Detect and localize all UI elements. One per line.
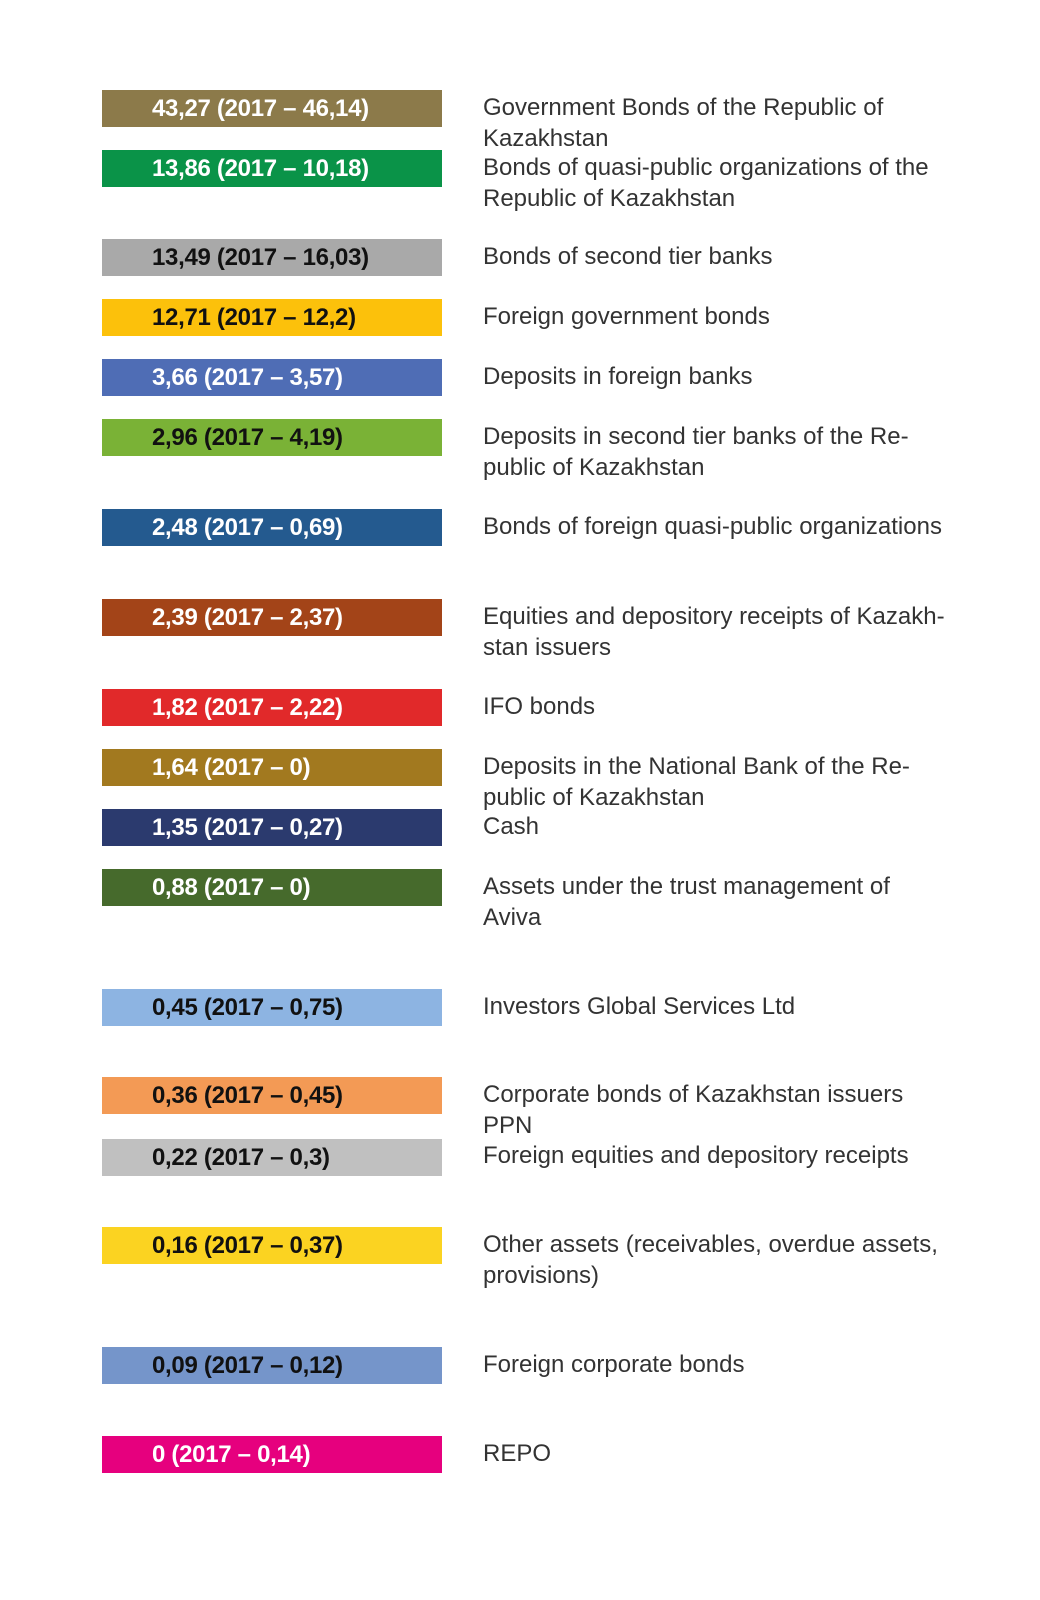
legend-description: Bonds of foreign quasi-public organizations (483, 513, 942, 540)
legend-value-bar: 1,82 (2017 – 2,22) (102, 689, 442, 726)
legend-value-bar: 0,36 (2017 – 0,45) (102, 1077, 442, 1114)
legend-value-bar: 0,88 (2017 – 0) (102, 869, 442, 906)
legend-description: Foreign government bonds (483, 303, 770, 330)
legend-description: Investors Global Services Ltd (483, 993, 796, 1020)
legend-value-bar: 13,86 (2017 – 10,18) (102, 150, 442, 187)
legend-value-bar: 2,96 (2017 – 4,19) (102, 419, 442, 456)
legend-description: REPO (483, 1440, 552, 1467)
legend-value-bar: 1,64 (2017 – 0) (102, 749, 442, 786)
legend-value-bar: 43,27 (2017 – 46,14) (102, 90, 442, 127)
legend-description: Bonds of quasi-public organizations of the Republic of Kazakhstan (483, 154, 929, 212)
legend-description: Deposits in the National Bank of the Re- public of Kazakhstan (483, 753, 910, 811)
legend-description: Foreign equities and depository receipts (483, 1142, 909, 1169)
legend-description: Cash (483, 813, 540, 840)
legend-description: Equities and depository receipts of Kazakh- stan issuers (483, 603, 945, 661)
legend-description: IFO bonds (483, 693, 596, 720)
legend-value-bar: 1,35 (2017 – 0,27) (102, 809, 442, 846)
legend-description: Government Bonds of the Republic of Kazakhstan (483, 94, 884, 152)
legend-description: Deposits in second tier banks of the Re- public of Kazakhstan (483, 423, 909, 481)
legend-description: Bonds of second tier banks (483, 243, 773, 270)
legend-value-bar: 13,49 (2017 – 16,03) (102, 239, 442, 276)
legend-value-bar: 2,39 (2017 – 2,37) (102, 599, 442, 636)
legend-value-bar: 0,09 (2017 – 0,12) (102, 1347, 442, 1384)
legend-value-bar: 2,48 (2017 – 0,69) (102, 509, 442, 546)
legend-value-bar: 0 (2017 – 0,14) (102, 1436, 442, 1473)
legend-value-bar: 0,16 (2017 – 0,37) (102, 1227, 442, 1264)
legend-description: Corporate bonds of Kazakhstan issuers PPN (483, 1081, 904, 1139)
legend-value-bar: 0,45 (2017 – 0,75) (102, 989, 442, 1026)
legend-description: Other assets (receivables, overdue assets, provisions) (483, 1231, 938, 1289)
legend-description: Deposits in foreign banks (483, 363, 753, 390)
legend-description: Assets under the trust management of Aviva (483, 873, 890, 931)
legend-value-bar: 3,66 (2017 – 3,57) (102, 359, 442, 396)
legend-description: Foreign corporate bonds (483, 1351, 745, 1378)
legend-value-bar: 0,22 (2017 – 0,3) (102, 1139, 442, 1176)
legend-value-bar: 12,71 (2017 – 12,2) (102, 299, 442, 336)
